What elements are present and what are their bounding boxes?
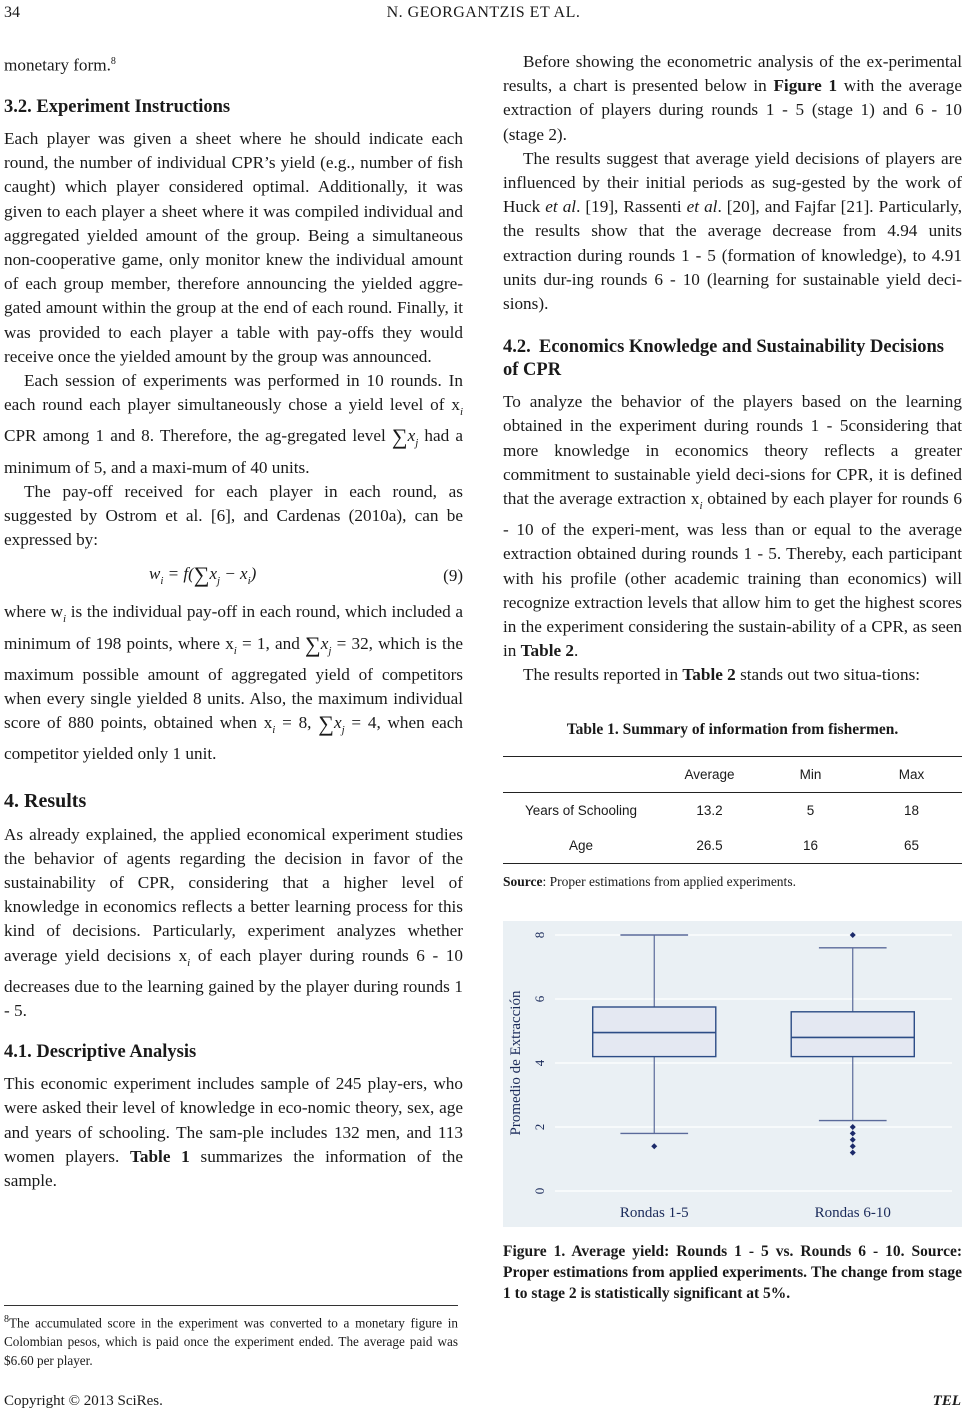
heading-4-results: 4. Results — [4, 789, 87, 812]
figure-1-boxplot — [503, 921, 962, 1227]
table-header-row — [503, 756, 962, 792]
table-2-ref[interactable]: Table 2 — [520, 641, 575, 661]
table-cell: 18 — [903, 803, 920, 819]
table-header-cell: Average — [684, 766, 735, 782]
heading-4-1: 4.1. Descriptive Analysis — [4, 1042, 197, 1063]
table-1 — [503, 756, 962, 865]
footnote: $^8$The accumulated score in the experiment was converted to a monetary figure in Colombian pesos, which is paid once the experiment ended. The average paid was $6.60 per player. — [4, 1314, 458, 1369]
page-number: 34 — [4, 4, 20, 21]
paragraph-where: where $w_i$ is the individual pay-off in each round, which included a minimum of 198 points, where $x_i = 1$, and $\sum x_j = 32$, which is the maximum possible amount of aggregated yield of competitors when every single yielded 8 units. Also, the maximum individual score of 880 points, obtained when $x_i = 8$, $\sum x_j = 4$, when each competitor yielded only 1 unit. — [4, 602, 463, 764]
y-tick-label: 2 — [531, 1123, 547, 1130]
copyright: Copyright © 2013 SciRes. — [4, 1393, 163, 1409]
table-cell: Years of Schooling — [524, 803, 638, 819]
table-1-source: Source: Proper estimations from applied experiments. — [503, 874, 796, 890]
paragraph-results: As already explained, the applied economical experiment studies the behavior of agents regarding the decision in favor of the sustainability of CPR, considering that a higher level of knowledge in economics reflects a better learning process for this kind of decisions. Particularly, experiment analyzes whether average yield decisions $x_i$ of each player during rounds 6 - 10 decreases due to the learning gained by the player during rounds 1 - 5. — [4, 824, 463, 1021]
journal-abbrev: TEL — [932, 1393, 961, 1409]
table-cell: 13.2 — [696, 803, 723, 819]
boxplot-svg — [503, 921, 962, 1227]
y-tick-label: 0 — [531, 1187, 547, 1194]
equation-formula: $w_i = f(\sum x_j - x_i)$ — [149, 562, 257, 588]
footnote-ref: 8 — [110, 56, 116, 67]
heading-3-2: 3.2. Experiment Instructions — [4, 96, 231, 117]
paragraph-before-analysis: Before showing the econometric analysis of the ex-perimental results, a chart is presented below in Figure 1 with the average extraction of players during rounds 1 - 5 (stage 1) and 6 - 10 (stage 2). — [503, 52, 963, 144]
right-column — [503, 50, 962, 1304]
figure-1-caption: Figure 1. Average yield: Rounds 1 - 5 vs. Rounds 6 - 10. Source: Proper estimations from applied experiments. The change from stage 1 to stage 2 is statistically significant at 5%. — [503, 1242, 962, 1302]
y-axis-label: Promedio de Extracción — [508, 990, 524, 1136]
left-column — [4, 50, 463, 1193]
x-category-label: Rondas 1-5 — [619, 1204, 689, 1221]
paragraph-analyze: To analyze the behavior of the players based on the learning obtained in the experiment during rounds 1 - 5considering that more knowledge in economics theory reflects a greater commitment to sustainable yield deci-sions for CPR, it is defined that the average extraction $x_i$ obtained by each player for rounds 6 - 10 of the experi-ment, was less than or equal to the average extraction obtained during rounds 1 - 5. Thereby, each participant with his profile (other academic training than economics) will recognize extraction levels that allow him to get the highest scores in the experiment considering the sustain-ability of a CPR, as seen in Table 2. — [503, 392, 962, 661]
table-2-ref-b[interactable]: Table 2 — [682, 665, 736, 685]
table-1-caption: Table 1. Summary of information from fishermen. — [566, 720, 899, 738]
x-category-label: Rondas 6-10 — [814, 1204, 891, 1221]
y-tick-label: 6 — [531, 995, 547, 1002]
footnote-rule — [4, 1305, 458, 1306]
table-row — [503, 828, 962, 864]
table-cell: 65 — [903, 838, 920, 854]
equation-9 — [4, 558, 463, 594]
table-cell: 16 — [803, 838, 819, 854]
paragraph-payoff: The pay-off received for each player in each round, as suggested by Ostrom et al. [6], and Cardenas (2010a), can be expressed by: — [4, 481, 463, 550]
paragraph-results-suggest: The results suggest that average yield decisions of players are influenced by their initial periods as sug-gested by the work of Huck et al. [19], Rassenti et al. [20], and Fajfar [21]. Particularly, the results show that the average decrease from 4.94 units extraction during rounds 1 - 5 (formation of knowledge), to 4.91 units dur-ing rounds 6 - 10 (learning for sustainable yield deci-sions). — [503, 148, 962, 314]
running-header — [0, 0, 967, 26]
table-cell: Age — [569, 838, 594, 854]
chart-background — [503, 921, 962, 1227]
figure-1-ref[interactable]: Figure 1 — [773, 76, 838, 96]
box — [791, 1011, 914, 1056]
heading-4-2: 4.2. Economics Knowledge and Sustainability Decisions of CPR — [503, 337, 945, 381]
y-tick-label: 8 — [531, 931, 547, 938]
paragraph-stands-out: The results reported in Table 2 stands out two situa-tions: — [523, 665, 921, 685]
table-header-cell: Max — [898, 766, 925, 782]
paragraph-sessions: Each session of experiments was performed in 10 rounds. In each round each player simultaneously chose a yield level of $x_i$ CPR among 1 and 8. Therefore, the ag-gregated level $\sum x_j$ had a minimum of 5, and a maxi-mum of 40 units. — [4, 370, 463, 477]
table-row — [503, 793, 962, 829]
table-cell: 26.5 — [696, 838, 723, 854]
paragraph-monetary-form: monetary form.$^8$ — [4, 55, 116, 75]
table-header-cell: Min — [799, 766, 822, 782]
paragraph-instructions: Each player was given a sheet where he should indicate each round, the number of individual CPR’s yield (e.g., number of fish caught) which player considered optimal. Additionally, it was given to each player a sheet where it was compiled individual and aggregated yielded amount of the group. Being a simultaneous non-cooperative game, only monitor knew the individual amount of each group member, therefore announcing the yielded aggre-gated amount within the group at the end of each round. Finally, it was provided to each player a table with pay-offs they would receive once the yielded amount by the group was announced. — [4, 128, 463, 366]
equation-number: (9) — [443, 566, 463, 586]
table-cell: 5 — [806, 803, 815, 819]
paragraph-descriptive: This economic experiment includes sample of 245 play-ers, who were asked their level of knowledge in eco-nomic theory, sex, age and years of schooling. The sam-ple includes 132 men, and 113 women players. Table 1 summarizes the information of the sample. — [4, 1074, 463, 1191]
y-tick-label: 4 — [531, 1059, 547, 1066]
table-header-cell — [503, 756, 659, 792]
running-authors: N. GEORGANTZIS ET AL. — [386, 4, 581, 21]
